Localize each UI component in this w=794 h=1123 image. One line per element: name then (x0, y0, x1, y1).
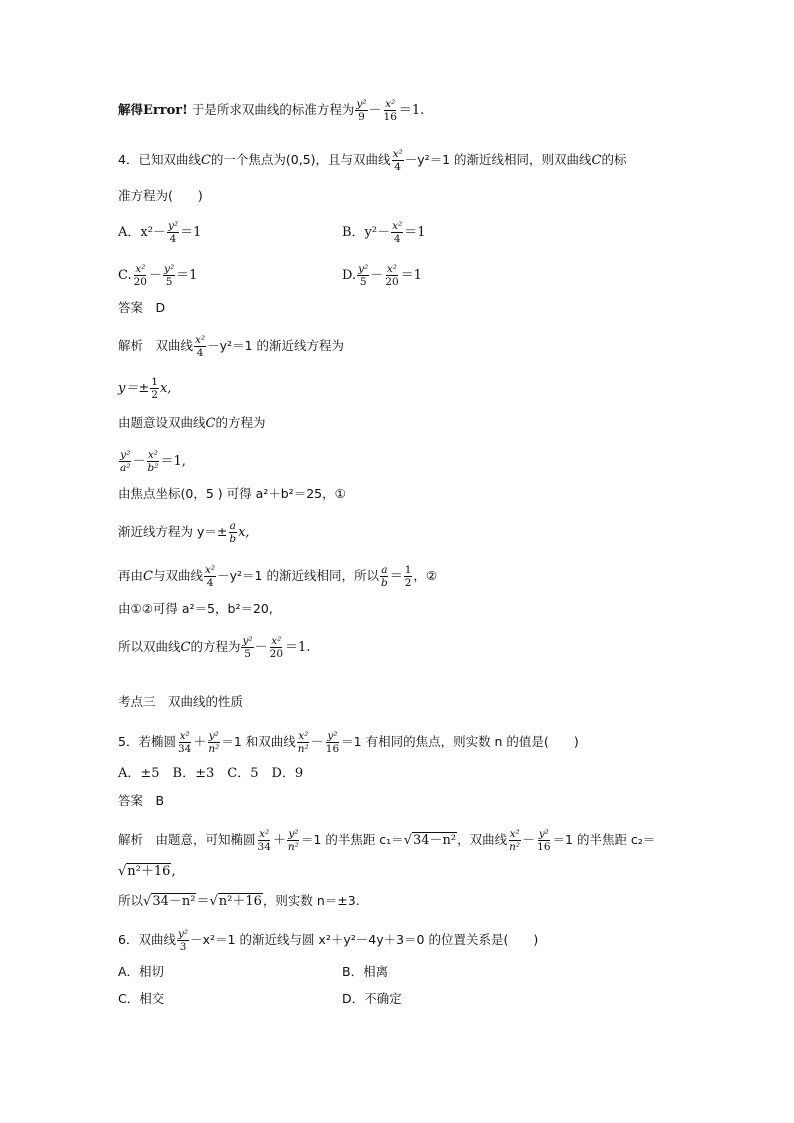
answer-4: 答案 D (118, 300, 166, 315)
fraction: $\frac{\text{y²}}{5}$ (242, 635, 253, 660)
q6-option-b: B．相离 (342, 964, 389, 979)
fraction: $\frac{1}{2}$ (151, 376, 158, 401)
analysis-4-line7: 再由C与双曲线 $\frac{\text{x²}}{4}$ －y²＝1 的渐近线相同，所以 $\frac{a}{b}$ ＝ $\frac{1}{2}$ ，② (118, 564, 438, 589)
text-conclusion: 于是所求双曲线的标准方程为 (187, 102, 355, 117)
fraction: $\frac{\text{x²}}{4}$ (392, 220, 403, 245)
analysis-4-line2: y＝± $\frac{1}{2}$ x, (118, 376, 172, 401)
analysis-5-line2: √n²＋16, (118, 864, 176, 879)
fraction: $\frac{\text{x²}}{16}$ (383, 98, 397, 123)
question-5-stem: 5．若椭圆 $\frac{\text{x²}}{34}$ ＋ $\frac{\text{y²}}{\text{n²}}$ ＝1 和双曲线 $\frac{\text{x²}}{\text{n²}}$ － $\frac{\text{y²}}{16}$ ＝1 有相同的焦点，则实数 n 的值是( ) (118, 730, 579, 755)
option-c: C. $\frac{\text{x²}}{20}$ － $\frac{\text{y²}}{5}$ ＝1 (118, 263, 198, 288)
analysis-4-line1: 解析 双曲线 $\frac{\text{x²}}{4}$ －y²＝1 的渐近线方程为 (118, 334, 344, 359)
sqrt: √34－n² (403, 833, 457, 848)
fraction: $\frac{\text{y²}}{5}$ (358, 263, 369, 288)
fraction: $\frac{a}{b}$ (229, 520, 237, 545)
option-d: D. $\frac{\text{y²}}{5}$ － $\frac{\text{x²}}{20}$ ＝1 (342, 263, 422, 288)
fraction: $\frac{\text{x²}}{\text{n²}}$ (297, 730, 309, 755)
text-solve: 解得 (118, 102, 144, 117)
analysis-4-line3: 由题意设双曲线C的方程为 (118, 415, 266, 431)
fraction: $\frac{\text{y²}}{\text{a²}}$ (120, 449, 131, 474)
fraction: $\frac{\text{x²}}{\text{n²}}$ (509, 828, 521, 853)
question-5-options: A．±5 B．±3 C．5 D．9 (118, 766, 304, 781)
error-text: Error! (143, 103, 188, 118)
fraction: $\frac{\text{x²}}{4}$ (392, 148, 403, 173)
fraction: $\frac{\text{y²}}{\text{n²}}$ (208, 730, 220, 755)
question-6-stem: 6．双曲线 $\frac{\text{y²}}{3}$ －x²＝1 的渐近线与圆 x²＋y²－4y＋3＝0 的位置关系是( ) (118, 928, 539, 953)
fraction: $\frac{1}{2}$ (404, 564, 412, 589)
q6-option-a: A．相切 (118, 964, 165, 979)
analysis-4-line5: 由焦点坐标(0，5 ) 可得 a²＋b²＝25，① (118, 486, 346, 501)
fraction: $\frac{\text{y²}}{5}$ (164, 263, 175, 288)
fraction: $\frac{a}{b}$ (380, 564, 388, 589)
analysis-4-line8: 由①②可得 a²＝5，b²＝20, (118, 601, 273, 616)
fraction: $\frac{\text{y²}}{9}$ (356, 98, 367, 123)
option-b: B．y²－ $\frac{\text{x²}}{4}$ ＝1 (342, 220, 426, 245)
sqrt: √n²＋16 (209, 894, 262, 909)
solution-line-previous: 解得Error! 于是所求双曲线的标准方程为 $\frac{\text{y²}}{9}$ － $\frac{\text{x²}}{16}$ ＝1. (118, 98, 425, 123)
fraction: $\frac{\text{x²}}{\text{b²}}$ (147, 449, 159, 474)
analysis-4-line4: $\frac{\text{y²}}{\text{a²}}$ － $\frac{\text{x²}}{\text{b²}}$ ＝1, (120, 449, 186, 474)
fraction: $\frac{\text{x²}}{20}$ (385, 263, 399, 288)
question-4-stem: 4．已知双曲线C的一个焦点为(0,5)，且与双曲线 $\frac{\text{x²}}{4}$ －y²＝1 的渐近线相同，则双曲线C的标 (118, 148, 627, 173)
analysis-4-line9: 所以双曲线C的方程为 $\frac{\text{y²}}{5}$ － $\frac{\text{x²}}{20}$ ＝1. (118, 635, 311, 660)
analysis-4-line6: 渐近线方程为 y＝± $\frac{a}{b}$ x, (118, 520, 250, 545)
fraction: $\frac{\text{y²}}{\text{n²}}$ (287, 828, 299, 853)
question-4-stem-cont: 准方程为( ) (118, 188, 203, 203)
analysis-5-line1: 解析 由题意，可知椭圆 $\frac{\text{x²}}{34}$ ＋ $\frac{\text{y²}}{\text{n²}}$ ＝1 的半焦距 c₁＝√34－n²，双曲线 $\frac{\text{x²}}{\text{n²}}$ － $\frac{\text{y²}}{16}$ ＝1 的半焦距 c₂＝ (118, 828, 656, 853)
fraction: $\frac{\text{x²}}{34}$ (257, 828, 271, 853)
fraction: $\frac{\text{y²}}{4}$ (167, 220, 179, 245)
fraction: $\frac{\text{y²}}{3}$ (177, 928, 189, 953)
analysis-5-line3: 所以√34－n²＝√n²＋16，则实数 n＝±3. (118, 893, 360, 909)
q6-option-d: D．不确定 (342, 991, 402, 1006)
section-heading: 考点三 双曲线的性质 (118, 694, 244, 709)
fraction: $\frac{\text{x²}}{34}$ (177, 730, 192, 755)
sqrt: √34－n² (143, 894, 196, 909)
fraction: $\frac{\text{x²}}{20}$ (269, 635, 284, 660)
answer-5: 答案 B (118, 793, 165, 808)
option-a: A．x²－ $\frac{\text{y²}}{4}$ ＝1 (118, 220, 202, 245)
fraction: $\frac{\text{y²}}{16}$ (325, 730, 340, 755)
fraction: $\frac{\text{x²}}{20}$ (133, 263, 147, 288)
sqrt: √n²＋16 (118, 864, 171, 879)
q6-option-c: C．相交 (118, 991, 165, 1006)
fraction: $\frac{\text{y²}}{16}$ (537, 828, 551, 853)
fraction: $\frac{\text{x²}}{4}$ (195, 334, 206, 359)
fraction: $\frac{\text{x²}}{4}$ (204, 564, 216, 589)
